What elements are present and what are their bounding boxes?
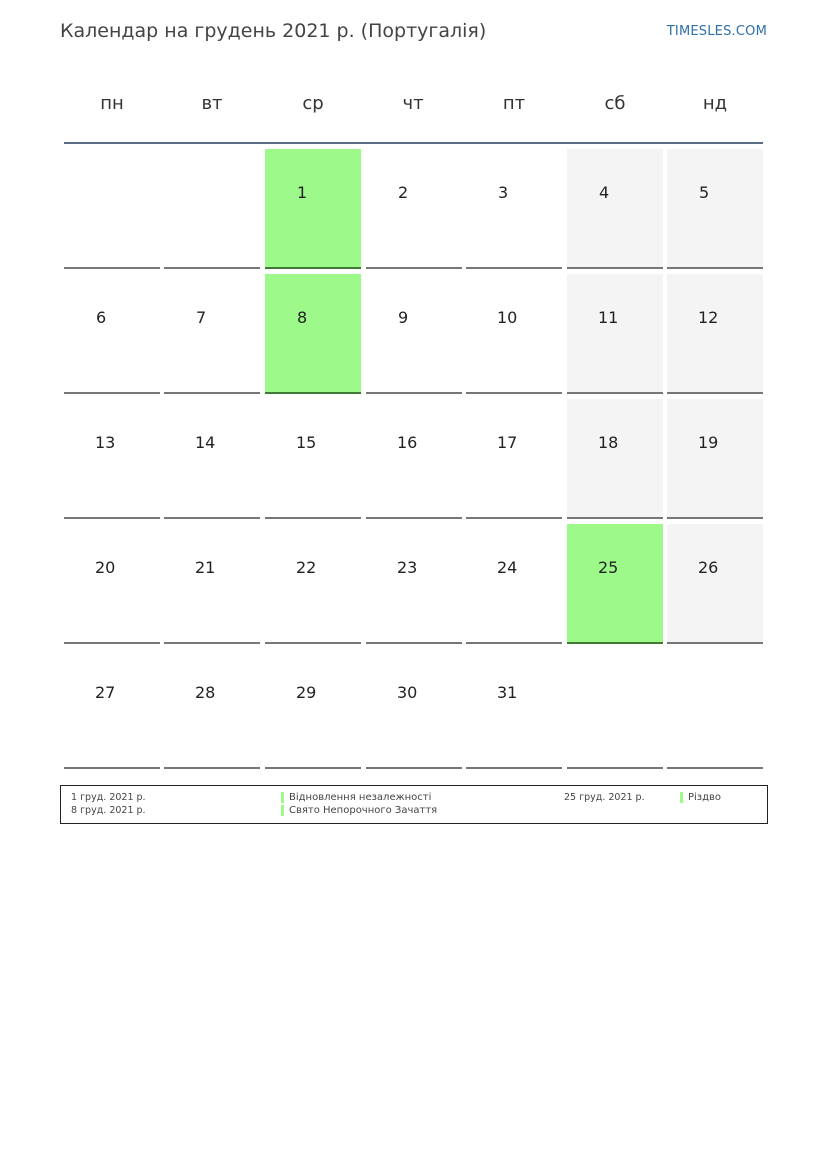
day-number: 29 xyxy=(296,683,317,702)
page-title: Календар на грудень 2021 р. (Португалія) xyxy=(60,20,487,42)
day-cell xyxy=(366,649,462,769)
legend-date: 1 груд. 2021 р. xyxy=(71,792,146,803)
day-number: 14 xyxy=(195,433,216,452)
day-number: 3 xyxy=(498,183,509,202)
day-number: 22 xyxy=(296,558,317,577)
day-number: 31 xyxy=(497,683,518,702)
holiday-marker xyxy=(680,792,683,803)
day-number: 11 xyxy=(598,308,619,327)
day-number: 30 xyxy=(397,683,418,702)
day-number: 15 xyxy=(296,433,317,452)
legend-date: 8 груд. 2021 р. xyxy=(71,805,146,816)
day-number: 7 xyxy=(196,308,207,327)
weekday-label: пн xyxy=(100,93,124,114)
day-number: 5 xyxy=(699,183,710,202)
day-number: 25 xyxy=(598,558,619,577)
holiday-marker xyxy=(281,805,284,816)
day-number: 6 xyxy=(96,308,107,327)
day-cell xyxy=(366,399,462,519)
day-number: 10 xyxy=(497,308,518,327)
day-cell xyxy=(466,274,562,394)
day-cell xyxy=(366,524,462,644)
day-number: 12 xyxy=(698,308,719,327)
day-cell xyxy=(366,274,462,394)
day-cell-holiday xyxy=(265,274,361,394)
legend-date: 25 груд. 2021 р. xyxy=(564,792,645,803)
day-number: 9 xyxy=(398,308,409,327)
day-cell xyxy=(265,649,361,769)
weekday-header xyxy=(64,85,764,143)
day-number: 23 xyxy=(397,558,418,577)
day-number: 19 xyxy=(698,433,719,452)
weekday-label: нд xyxy=(702,93,728,114)
day-number: 18 xyxy=(598,433,619,452)
legend-holiday-name: Різдво xyxy=(688,792,722,803)
weekday-label: чт xyxy=(402,93,424,114)
day-cell-weekend xyxy=(667,274,763,394)
day-cell-holiday xyxy=(265,149,361,269)
day-cell xyxy=(466,524,562,644)
weekday-label: сб xyxy=(604,93,626,114)
day-cell-empty xyxy=(164,149,260,269)
day-cell xyxy=(466,399,562,519)
day-cell xyxy=(64,274,160,394)
day-cell-weekend xyxy=(567,274,663,394)
holiday-marker xyxy=(281,792,284,803)
day-cell xyxy=(466,149,562,269)
legend-holiday-name: Свято Непорочного Зачаття xyxy=(289,805,438,816)
day-number: 24 xyxy=(497,558,518,577)
day-cell xyxy=(366,149,462,269)
day-cell-weekend xyxy=(667,524,763,644)
day-cell-weekend xyxy=(667,149,763,269)
day-cell xyxy=(164,399,260,519)
legend-holiday-name: Відновлення незалежності xyxy=(289,792,432,803)
header-divider xyxy=(64,142,763,144)
day-number: 4 xyxy=(599,183,610,202)
day-cell xyxy=(164,274,260,394)
day-cell-empty xyxy=(667,649,763,769)
day-cell-weekend xyxy=(667,399,763,519)
day-number: 2 xyxy=(398,183,409,202)
day-cell xyxy=(265,399,361,519)
day-number: 1 xyxy=(297,183,308,202)
day-number: 17 xyxy=(497,433,518,452)
day-cell-empty xyxy=(567,649,663,769)
day-number: 13 xyxy=(95,433,116,452)
day-cell xyxy=(265,524,361,644)
day-cell-holiday xyxy=(567,524,663,644)
day-number: 26 xyxy=(698,558,719,577)
day-number: 16 xyxy=(397,433,418,452)
holiday-legend xyxy=(60,785,768,824)
day-cell-empty xyxy=(64,149,160,269)
day-number: 20 xyxy=(95,558,116,577)
day-cell xyxy=(64,399,160,519)
day-number: 28 xyxy=(195,683,216,702)
day-number: 8 xyxy=(297,308,308,327)
brand-link[interactable]: TIMESLES.COM xyxy=(666,24,767,39)
weekday-label: пт xyxy=(502,93,526,114)
day-cell xyxy=(164,649,260,769)
weekday-label: ср xyxy=(302,93,324,114)
day-number: 21 xyxy=(195,558,216,577)
weekday-label: вт xyxy=(201,93,223,114)
day-number: 27 xyxy=(95,683,116,702)
day-cell xyxy=(64,524,160,644)
day-cell-weekend xyxy=(567,149,663,269)
day-cell xyxy=(64,649,160,769)
day-cell xyxy=(466,649,562,769)
day-cell-weekend xyxy=(567,399,663,519)
day-cell xyxy=(164,524,260,644)
